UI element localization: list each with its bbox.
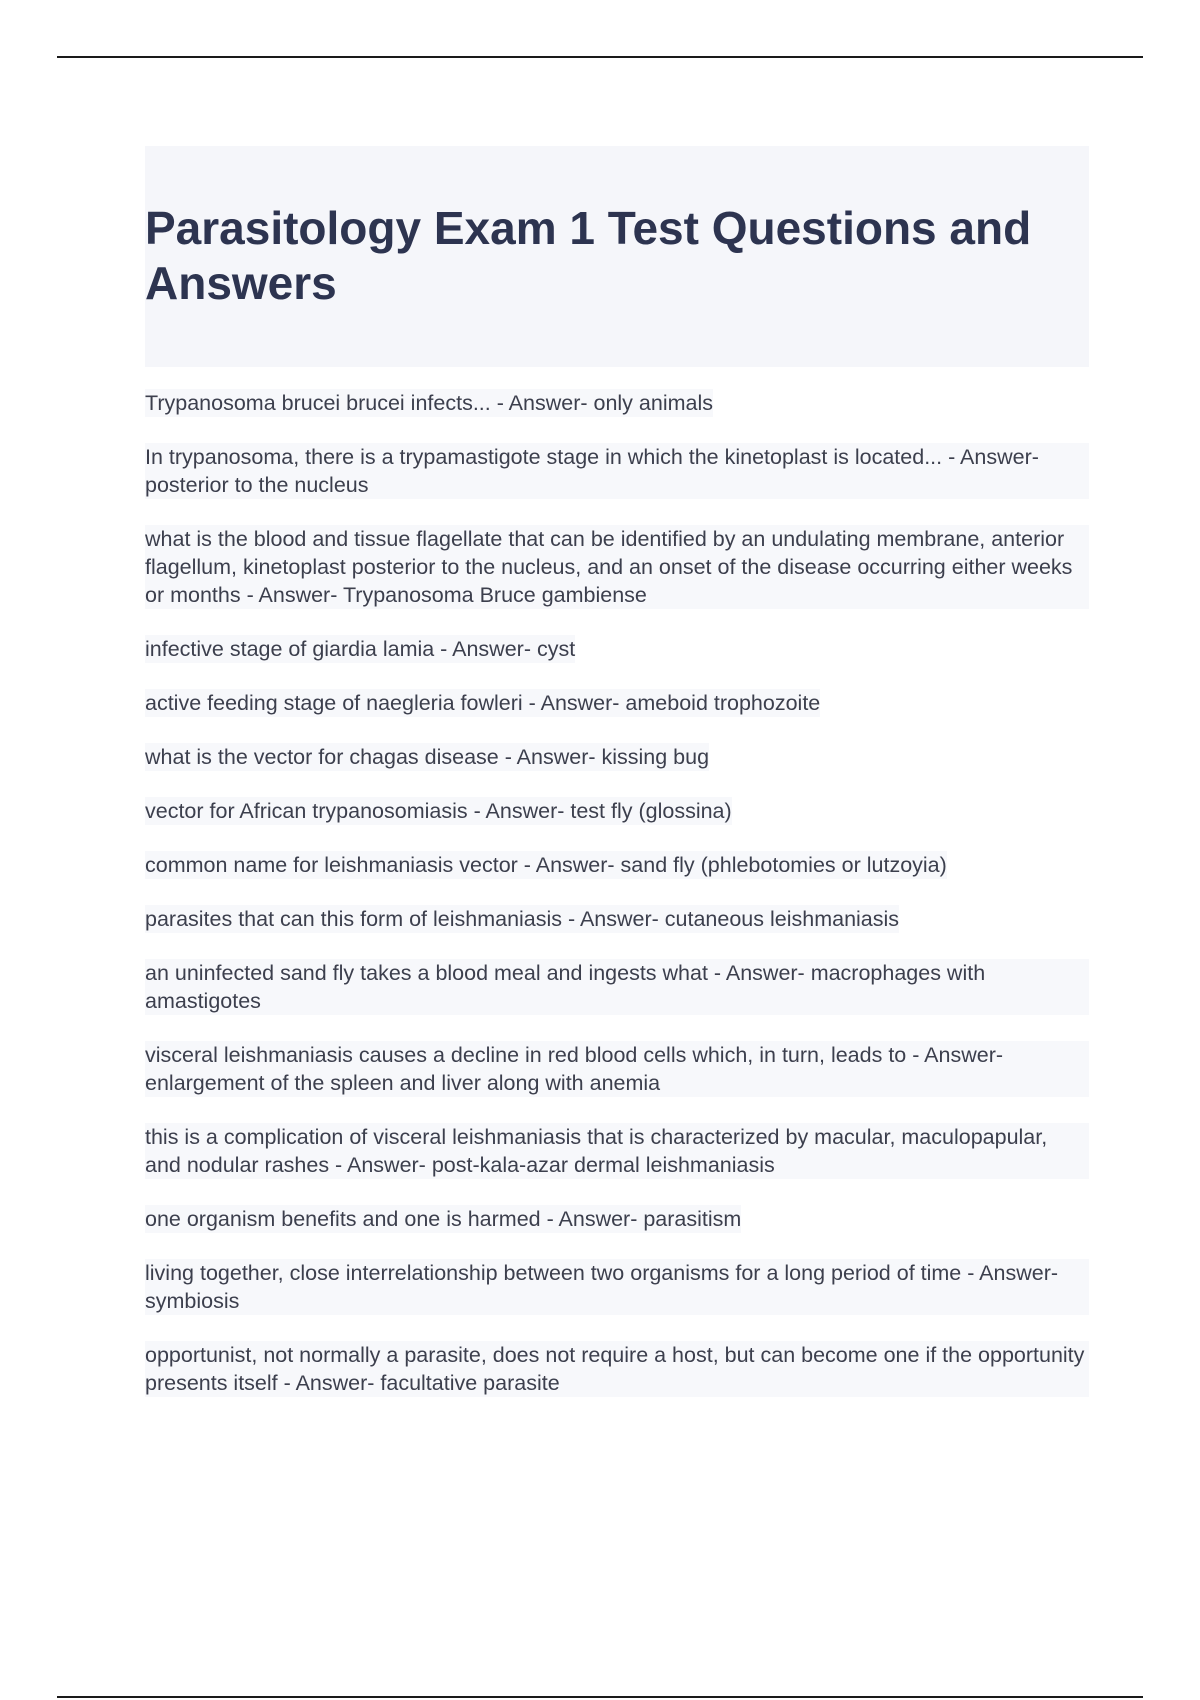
qa-item: one organism benefits and one is harmed - Answer- parasitism: [145, 1207, 742, 1231]
top-divider: [57, 56, 1143, 58]
document-title: Parasitology Exam 1 Test Questions and Answers: [145, 202, 1032, 309]
qa-item: what is the vector for chagas disease - Answer- kissing bug: [145, 745, 710, 769]
qa-item: what is the blood and tissue flagellate that can be identified by an undulating membrane, anterior flagellum, kinetoplast posterior to the nucleus, and an onset of the disease occurring either weeks or months - Answer- Trypanosoma Bruce gambiense: [145, 525, 1089, 609]
qa-item: visceral leishmaniasis causes a decline in red blood cells which, in turn, leads to - Answer- enlargement of the spleen and liver along with anemia: [145, 1041, 1089, 1097]
qa-item: living together, close interrelationship between two organisms for a long period of time - Answer- symbiosis: [145, 1259, 1089, 1315]
qa-item: In trypanosoma, there is a trypamastigote stage in which the kinetoplast is located... - Answer- posterior to the nucleus: [145, 443, 1089, 499]
document-body: [145, 146, 1089, 1423]
qa-item: Trypanosoma brucei brucei infects... - Answer- only animals: [145, 391, 713, 415]
title-block: [145, 146, 1089, 367]
qa-list: [145, 389, 1089, 1397]
qa-item: common name for leishmaniasis vector - Answer- sand fly (phlebotomies or lutzoyia): [145, 853, 947, 877]
qa-item: an uninfected sand fly takes a blood meal and ingests what - Answer- macrophages with amastigotes: [145, 959, 1089, 1015]
qa-item: vector for African trypanosomiasis - Answer- test fly (glossina): [145, 799, 732, 823]
bottom-divider: [57, 1696, 1143, 1698]
qa-item: parasites that can this form of leishmaniasis - Answer- cutaneous leishmaniasis: [145, 907, 900, 931]
qa-item: active feeding stage of naegleria fowleri - Answer- ameboid trophozoite: [145, 691, 821, 715]
qa-item: opportunist, not normally a parasite, does not require a host, but can become one if the opportunity presents itself - Answer- facultative parasite: [145, 1341, 1089, 1397]
qa-item: this is a complication of visceral leishmaniasis that is characterized by macular, maculopapular, and nodular rashes - Answer- post-kala-azar dermal leishmaniasis: [145, 1123, 1089, 1179]
qa-item: infective stage of giardia lamia - Answer- cyst: [145, 637, 576, 661]
